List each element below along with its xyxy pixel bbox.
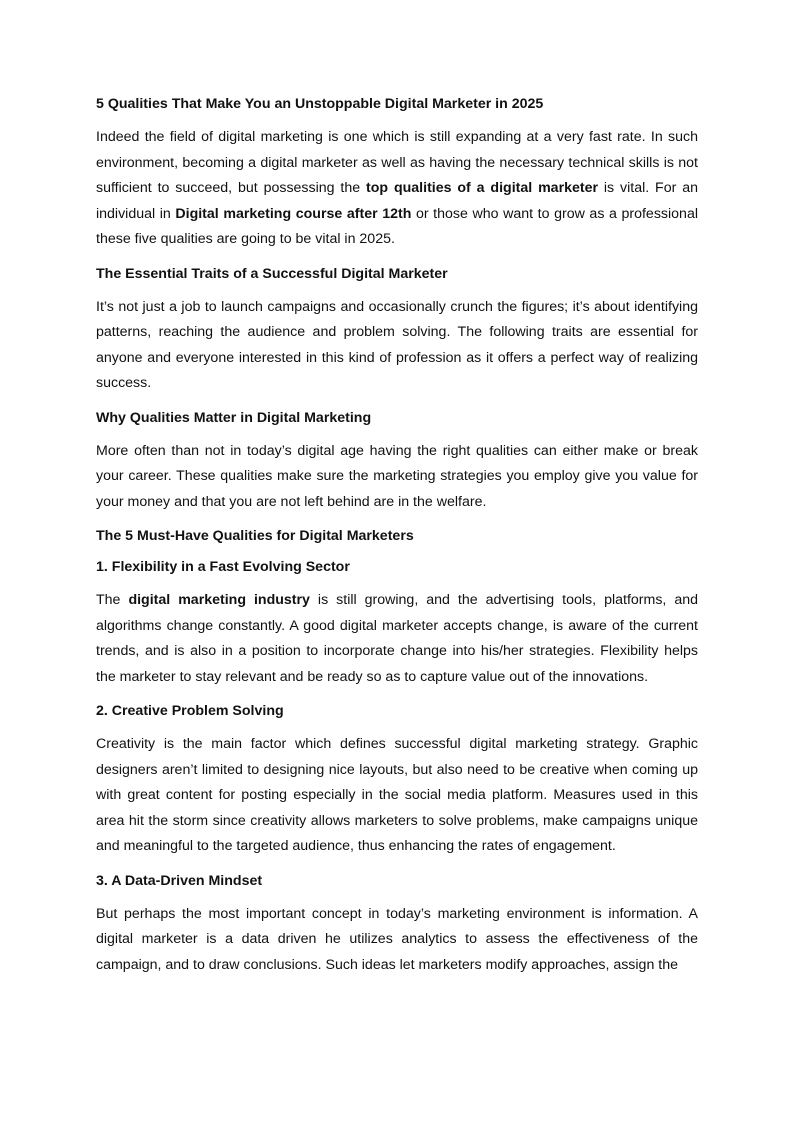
section-heading-why-qualities: Why Qualities Matter in Digital Marketing	[96, 409, 372, 426]
section-paragraph-essential-traits: It’s not just a job to launch campaigns and occasionally crunch the figures; it’s about identifying patterns, reaching the audience and problem solving. The following traits are essential for anyone and everyone interested in this kind of profession as it offers a perfect way of realizing success.	[96, 298, 698, 391]
quality-paragraph-3: But perhaps the most important concept in today’s marketing environment is information. A digital marketer is a data driven he utilizes analytics to assess the effectiveness of the campaign, and to draw conclusions. Such ideas let marketers modify approaches, assign the	[96, 905, 698, 973]
document-page	[96, 94, 698, 978]
section-paragraph-why-qualities: More often than not in today’s digital age having the right qualities can either make or break your career. These qualities make sure the marketing strategies you employ give you value for your money and that you are not left behind are in the welfare.	[96, 442, 698, 510]
q1-text-2: is still growing, and the advertising tools, platforms, and algorithms change constantly. A good digital marketer accepts change, is aware of the current trends, and is also in a position to incorporate change into his/her strategies. Flexibility helps the marketer to stay relevant and be ready so as to capture value out of the innovations.	[96, 592, 699, 685]
intro-text-3: or those who want to grow as a professional these five qualities are going to be vital in 2025.	[96, 205, 698, 247]
intro-bold-2: Digital marketing course after 12th	[175, 205, 412, 222]
quality-heading-2: 2. Creative Problem Solving	[96, 703, 284, 719]
quality-heading-3: 3. A Data-Driven Mindset	[96, 872, 263, 889]
intro-text-1: Indeed the field of digital marketing is one which is still expanding at a very fast rate. In such environment, becoming a digital marketer as well as having the necessary technical skills is not sufficient to succeed, but possessing the	[96, 129, 698, 196]
intro-bold-1: top qualities of a digital marketer	[366, 180, 599, 196]
section-heading-essential-traits: The Essential Traits of a Successful Digital Marketer	[96, 265, 448, 282]
quality-paragraph-2: Creativity is the main factor which defines successful digital marketing strategy. Graphic designers aren’t limited to designing nice layouts, but also need to be creative when coming up with great content for posting especially in the social media platform. Measures used in this area hit the storm since creativity allows marketers to solve problems, make campaigns unique and meaningful to the targeted audience, thus enhancing the rates of engagement.	[96, 736, 698, 854]
intro-text-2: is vital. For an individual in	[96, 180, 698, 222]
q1-bold-1: digital marketing industry	[128, 592, 310, 608]
intro-paragraph	[96, 125, 698, 253]
document-title: 5 Qualities That Make You an Unstoppable Digital Marketer in 2025	[96, 96, 544, 112]
q1-text-1: The	[96, 592, 129, 608]
section-heading-must-have: The 5 Must-Have Qualities for Digital Marketers	[96, 528, 414, 544]
quality-paragraph-1	[96, 588, 698, 690]
quality-heading-1: 1. Flexibility in a Fast Evolving Sector	[96, 559, 350, 575]
